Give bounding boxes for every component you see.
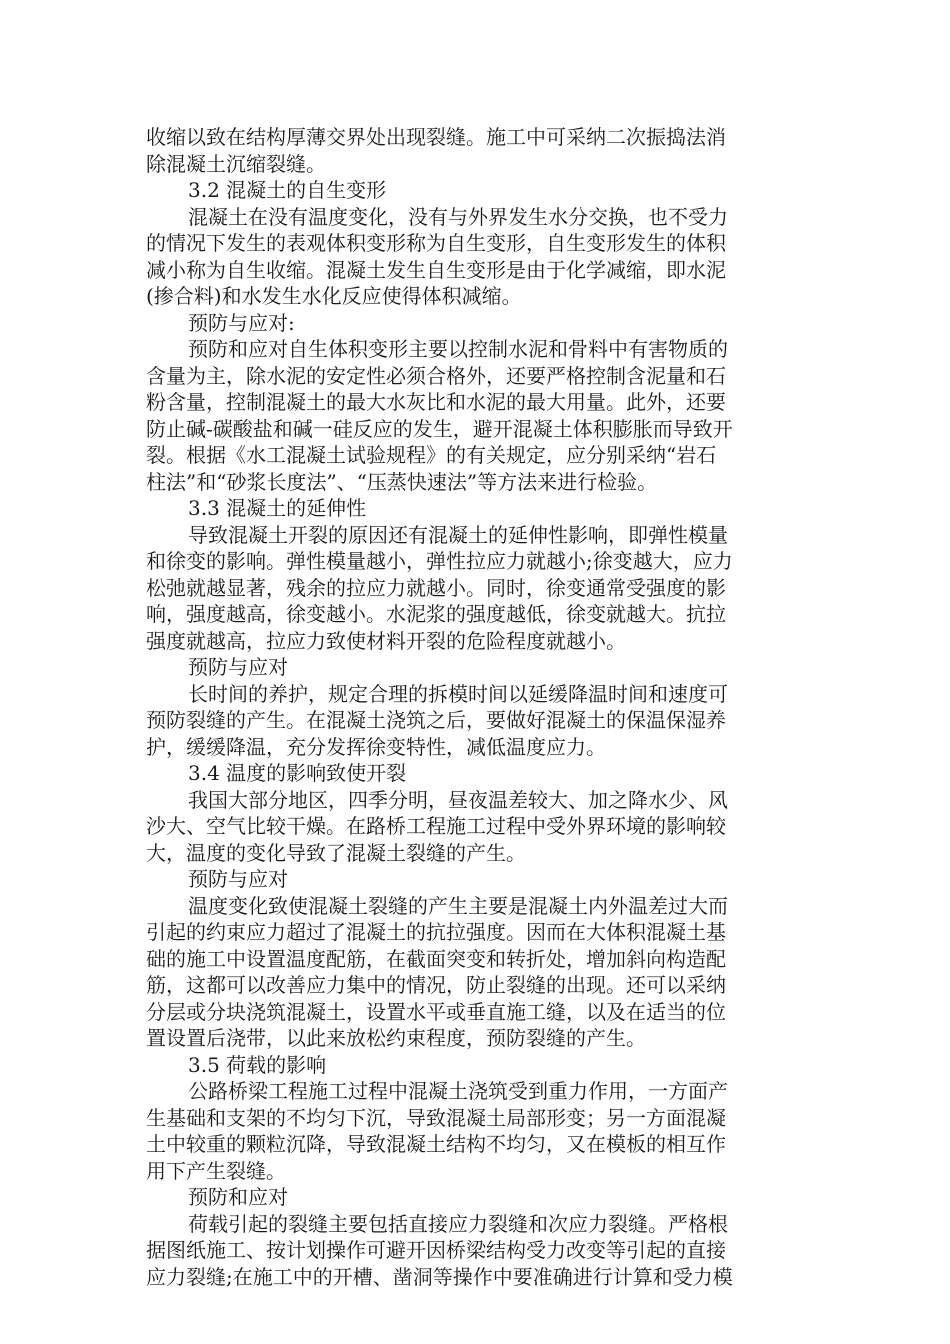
text-line: 土中较重的颗粒沉降，导致混凝土结构不均匀，又在模板的相互作 (146, 1132, 726, 1156)
text-line: 筋，这都可以改善应力集中的情况，防止裂缝的出现。还可以采纳 (146, 973, 726, 997)
text-line: 3.5 荷载的影响 (188, 1052, 327, 1077)
text-line: 生基础和支架的不均匀下沉，导致混凝土局部形变；另一方面混凝 (146, 1105, 726, 1130)
text-line: 我国大部分地区，四季分明，昼夜温差较大、加之降水少、风 (188, 787, 728, 812)
text-line: 据图纸施工、按计划操作可避开因桥梁结构受力改变等引起的直接 (146, 1238, 726, 1262)
text-line: 用下产生裂缝。 (146, 1158, 286, 1183)
text-line: 分层或分块浇筑混凝土，设置水平或垂直施工缝，以及在适当的位 (146, 999, 726, 1024)
text-line: 除混凝土沉缩裂缝。 (146, 151, 326, 176)
text-line: 强度就越高，拉应力致使材料开裂的危险程度就越小。 (146, 628, 626, 653)
text-line: (掺合料)和水发生水化反应使得体积减缩。 (146, 284, 522, 308)
text-line: 3.2 混凝土的自生变形 (188, 178, 387, 202)
text-line: 3.3 混凝土的延伸性 (188, 496, 367, 520)
text-line: 和徐变的影响。弹性模量越小，弹性拉应力就越小;徐变越大，应力 (146, 549, 733, 573)
text-line: 混凝土在没有温度变化，没有与外界发生水分交换，也不受力 (188, 204, 728, 229)
text-line: 预防与应对 (188, 867, 288, 891)
text-line: 粉含量，控制混凝土的最大水灰比和水泥的最大用量。此外，还要 (146, 390, 726, 414)
text-line: 沙大、空气比较干燥。在路桥工程施工过程中受外界环境的影响较 (146, 814, 726, 838)
text-line: 柱法”和“砂浆长度法”、“压蒸快速法”等方法来进行检验。 (146, 469, 658, 494)
text-line: 温度变化致使混凝土裂缝的产生主要是混凝土内外温差过大而 (188, 893, 728, 918)
text-line: 响，强度越高，徐变越小。水泥浆的强度越低，徐变就越大。抗拉 (146, 602, 726, 626)
text-line: 预防与应对 (188, 655, 288, 679)
text-line: 预防和应对自生体积变形主要以控制水泥和骨料中有害物质的 (188, 337, 728, 361)
text-line: 置设置后浇带，以此来放松约束程度，预防裂缝的产生。 (146, 1026, 646, 1050)
text-line: 护，缓缓降温，充分发挥徐变特性，减低温度应力。 (146, 734, 606, 759)
text-line: 预防与应对: (188, 310, 295, 335)
text-line: 长时间的养护，规定合理的拆模时间以延缓降温时间和速度可 (188, 681, 728, 706)
text-line: 大，温度的变化导致了混凝土裂缝的产生。 (146, 840, 526, 865)
text-line: 导致混凝土开裂的原因还有混凝土的延伸性影响，即弹性模量 (188, 522, 728, 547)
text-line: 预防裂缝的产生。在混凝土浇筑之后，要做好混凝土的保温保湿养 (146, 708, 726, 732)
text-line: 3.4 温度的影响致使开裂 (188, 761, 407, 785)
text-line: 的情况下发生的表观体积变形称为自生变形，自生变形发生的体积 (146, 231, 726, 255)
text-line: 裂。根据《水工混凝土试验规程》的有关规定，应分别采纳“岩石 (146, 443, 717, 467)
document-page (146, 124, 806, 1290)
text-line: 减小称为自生收缩。混凝土发生自生变形是由于化学减缩，即水泥 (146, 257, 726, 282)
text-line: 含量为主，除水泥的安定性必须合格外，还要严格控制含泥量和石 (146, 363, 726, 388)
text-line: 预防和应对 (188, 1185, 288, 1209)
text-line: 公路桥梁工程施工过程中混凝土浇筑受到重力作用，一方面产 (188, 1079, 728, 1103)
text-line: 收缩以致在结构厚薄交界处出现裂缝。施工中可采纳二次振捣法消 (146, 125, 726, 149)
text-line: 应力裂缝;在施工中的开槽、凿洞等操作中要准确进行计算和受力模 (146, 1264, 733, 1289)
text-line: 防止碱-碳酸盐和碱一硅反应的发生，避开混凝土体积膨胀而导致开 (146, 416, 733, 441)
text-line: 松弛就越显著，残余的拉应力就越小。同时，徐变通常受强度的影 (146, 575, 726, 600)
text-line: 荷载引起的裂缝主要包括直接应力裂缝和次应力裂缝。严格根 (188, 1211, 728, 1236)
text-line: 引起的约束应力超过了混凝土的抗拉强度。因而在大体积混凝土基 (146, 920, 726, 944)
text-line: 础的施工中设置温度配筋，在截面突变和转折处，增加斜向构造配 (146, 946, 726, 971)
